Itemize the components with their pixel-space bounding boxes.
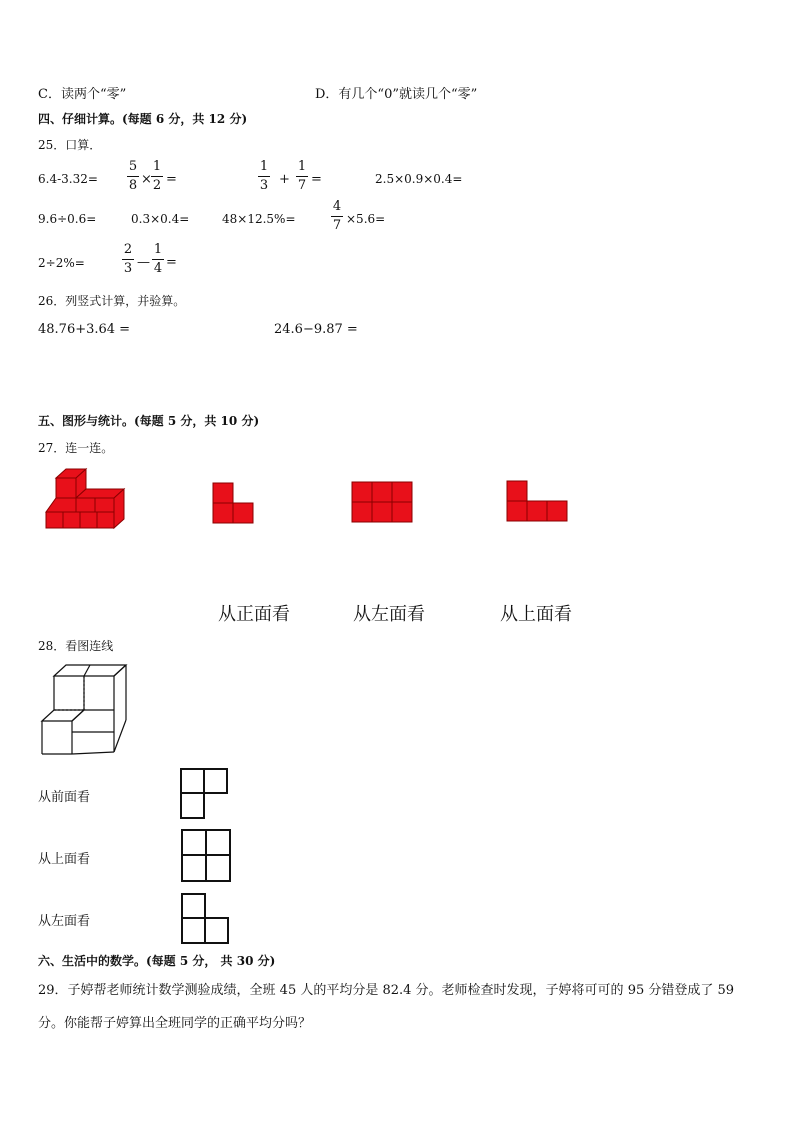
q28-line-drawing-solid [38, 662, 130, 758]
equals-sign: = [311, 172, 322, 187]
section-4-heading: 四、仔细计算。(每题 6 分，共 12 分) [38, 112, 248, 126]
numerator: 4 [332, 199, 342, 214]
q26-b: 24.6−9.87 = [274, 322, 358, 337]
q25-r1-a: 6.4-3.32= [38, 172, 98, 186]
q25-r2-c: 48×12.5%= [222, 212, 296, 226]
times-sign: × [141, 172, 152, 187]
q27-view-front: 从正面看 [218, 604, 290, 625]
fraction-1-3 [258, 160, 270, 193]
q25-r2-a: 9.6÷0.6= [38, 212, 97, 226]
q28-shape-top [180, 828, 232, 884]
q29-text-line1: 29．子婷帮老师统计数学测验成绩，全班 45 人的平均分是 82.4 分。老师检查时发现，子婷将可可的 95 分错登成了 59 [38, 983, 735, 998]
section-5-heading: 五、图形与统计。(每题 5 分，共 10 分) [38, 414, 260, 428]
numerator: 1 [259, 159, 269, 174]
option-d: D．有几个“0”就读几个“零” [315, 87, 478, 102]
equals-sign: = [166, 172, 177, 187]
q28-label: 28．看图连线 [38, 639, 114, 653]
fraction-4-7 [331, 200, 343, 233]
q25-r1-d: 2.5×0.9×0.4= [375, 172, 463, 186]
numerator: 5 [128, 159, 138, 174]
q27-solid-figure [40, 466, 135, 532]
q27-view-left: 从左面看 [353, 604, 425, 625]
equals-sign: = [166, 255, 177, 270]
q27-label: 27．连一连。 [38, 441, 114, 455]
denominator: 7 [297, 178, 307, 193]
q28-view-top: 从上面看 [38, 852, 91, 867]
denominator: 7 [332, 218, 342, 233]
numerator: 1 [152, 159, 162, 174]
denominator: 2 [152, 178, 162, 193]
denominator: 8 [128, 178, 138, 193]
view-shape-l-long [506, 480, 568, 522]
minus-sign: — [137, 255, 150, 270]
denominator: 4 [153, 261, 163, 276]
view-shape-2x3 [351, 481, 413, 523]
denominator: 3 [123, 261, 133, 276]
q26-label: 26．列竖式计算，并验算。 [38, 294, 186, 308]
plus-sign: + [279, 172, 290, 187]
q25-r3-a: 2÷2%= [38, 256, 85, 270]
fraction-2-3 [122, 243, 134, 276]
numerator: 1 [153, 242, 163, 257]
numerator: 2 [123, 242, 133, 257]
fraction-1-7 [296, 160, 308, 193]
q26-a: 48.76+3.64 = [38, 322, 131, 337]
q28-view-front: 从前面看 [38, 790, 91, 805]
option-c: C．读两个“零” [38, 87, 127, 102]
q29-text-line2: 分。你能帮子婷算出全班同学的正确平均分吗？ [38, 1016, 312, 1031]
view-shape-l-small [212, 482, 256, 524]
fraction-1-2 [151, 160, 163, 193]
section-6-heading: 六、生活中的数学。(每题 5 分， 共 30 分) [38, 954, 276, 968]
q25-label: 25．口算． [38, 138, 102, 152]
q25-r2-d-rest: ×5.6= [346, 212, 386, 226]
denominator: 3 [259, 178, 269, 193]
q25-r2-b: 0.3×0.4= [131, 212, 190, 226]
numerator: 1 [297, 159, 307, 174]
fraction-5-8 [127, 160, 139, 193]
q28-view-left: 从左面看 [38, 914, 91, 929]
q27-view-top: 从上面看 [500, 604, 572, 625]
fraction-1-4 [152, 243, 164, 276]
q28-shape-front [179, 767, 229, 821]
q28-shape-left [180, 892, 230, 946]
